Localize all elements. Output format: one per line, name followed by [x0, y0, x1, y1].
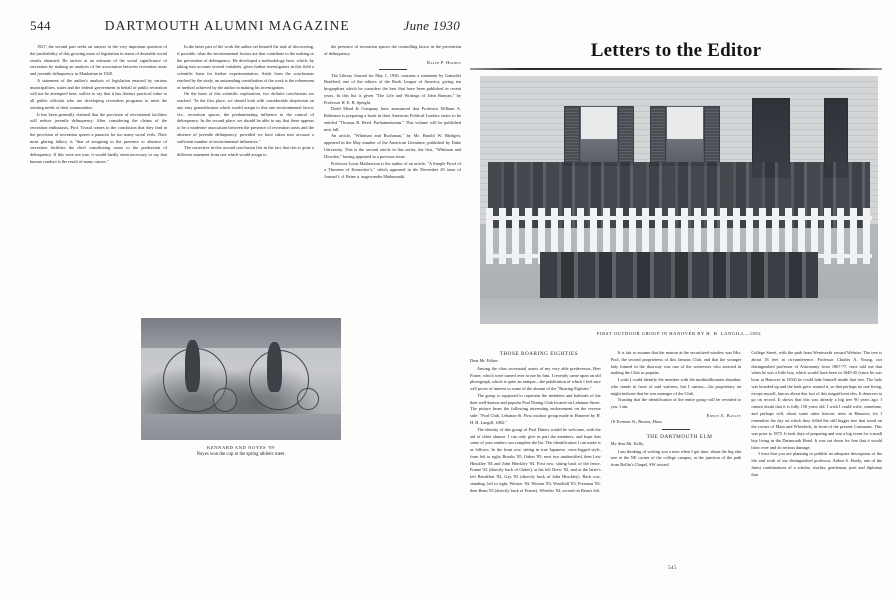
- letters-heading: Letters to the Editor: [590, 40, 762, 61]
- photo-window: [666, 106, 704, 166]
- penny-farthing-small-wheel: [297, 388, 319, 410]
- letter-title: THOSE ROARING EIGHTIES: [499, 351, 579, 357]
- paragraph: A statement of the author's analysis of legislation enacted by various municipalities, states and the federal government in behalf of public recreation will not be attempted here; suffice to say that it has distinct practical value to all public officials who are developing recreation programs to meet the existing needs of their communities.: [30, 77, 167, 110]
- paragraph: The identity of this group of Pool Diners would be welcome, with the aid of other alumni. I can only give in part the members, and hope that some of your readers can complete the list. The identification I can make is as follows: In the front row, sitting in true Japanese, cross-legged style, from left to right; Brooks '85, Oakes '85; next two unidentified, then Lew Hinckley '84 and John Hinckley '84. First row: sitting back of the fence, Frame '82 (directly back of Oakes), at his left Drew '82, and at the latter's left Bendelari '82, Gay '83 (directly back of John Hinckley). Back row, standing, left to right, Weston '84, Weston '83, Woodfall '83, Freeman '83, then Bean '83 (directly back of Frame), Wheeler '84, second on Bean's left.: [470, 426, 601, 493]
- paragraph: I am thinking of writing you a note when I get time, about the big elm tree at the NE corner of the college campus, at the junction of the path from Rollin's Chapel, SW toward: [610, 448, 742, 468]
- letter-title: THE DARTMOUTH ELM: [646, 433, 713, 440]
- paragraph: On the basis of this scientific exploration, two definite conclusions are reached. "In the first place, we should look with considerable skepticism on any easy generalization which would assign to this one environmental factor, viz., recreation spaces, the predominating influence in the control of delinquency. In the second place, we should be able to say that there appears to be a moderate association between the presence of recreation areas and the absence of juvenile delinquency, provided we have taken into account a sufficient number of environmental influences.": [177, 91, 314, 144]
- paragraph: In the latter part of the work the author set himself the task of discovering, if possible, what the environmental factors are that contribute to the making or the prevention of delinquency. He developed a methodology here, which, by taking into account several variables, gives further investigators in this field a scientific basis for further experimentation. Aside from the conclusions reached by the study, an outstanding contribution of the work is the refinement of method achieved by the author in making his investigation.: [177, 44, 314, 90]
- bicycle-photo-caption: [101, 444, 381, 459]
- paragraph: The corrective in this second conclusion lies in the fact that this is quite a different statement from one which would assign to: [177, 145, 314, 158]
- section-divider-rule: [379, 69, 407, 70]
- running-head: [30, 18, 460, 38]
- section-divider-rule: [662, 429, 690, 430]
- letter-salutation: Dear Mr. Editor:: [470, 358, 499, 364]
- photo-ground: [141, 414, 341, 440]
- article-columns: [30, 44, 462, 181]
- article-column-3: [324, 44, 461, 181]
- group-photo-caption: [480, 330, 878, 337]
- photo-figure: [185, 340, 200, 392]
- bicycle-photograph: [141, 318, 341, 440]
- caption-title: FIRST OUTDOOR GROUP IN HANOVER BY H. H. LANGILL—1882: [596, 331, 762, 336]
- issue-date: June 1930: [403, 18, 460, 33]
- caption-title: KENNARD AND NOYES '89: [207, 445, 275, 450]
- photo-window-shutter: [704, 106, 720, 166]
- paragraph: The group is supposed to represent the members and habitués of the then well-known and popular Pool Dining Club located on Lebanon Street. The picture bears the following interesting endorsement on the reverse side: "Pool Club, Lebanon St. First outdoor group made in Hanover by H. H. H. Langill, 1882.": [470, 392, 601, 425]
- photo-window-shutter: [650, 106, 666, 166]
- letter-salutation: My dear Mr. Kelly:: [610, 440, 645, 446]
- letters-column-1: [470, 350, 601, 494]
- paragraph: It is fair to assume that the matron at the securitized window was Mrs. Pool, the second proprietress of this famous Club, and that the younger lady framed in the doorway was one of the waitresses who assisted in making the Club so popular.: [610, 350, 742, 376]
- group-photograph: [480, 76, 878, 324]
- letters-column-3: [751, 350, 882, 494]
- magazine-title: DARTMOUTH ALUMNI MAGAZINE: [104, 18, 350, 33]
- letter-address: 18 Tremont St., Boston, Mass.: [610, 418, 663, 424]
- photo-figure: [267, 342, 282, 392]
- photo-window: [580, 106, 618, 166]
- photo-window-shutter: [618, 106, 634, 166]
- photo-seated-group: [540, 252, 818, 304]
- book-notice: The Library Journal for May 1, 1930, contains a statement by Gamaliel Bradford, one of the editors of the Book League of America, giving ten biographies which he considers the best that have been published in recent years. In this list is given "The Life and Writings of John Bunyan," by Professor H. E. B. Speight.: [324, 72, 461, 105]
- letters-columns: [470, 350, 882, 494]
- book-notice: Professor Louis Mathewson is the author of an article, "A Simple Proof of a Theorem of Kronecker's," which appeared in the December 29 issue of Journal f. d. Reine u. angewandte Mathematik.: [324, 160, 461, 180]
- book-notice: An article, "Whitman and Buchanan," by Mr. Harold W. Blodgett, appeared in the May number of the American Literature, published by Duke University. This is the second article in this series, the first, "Whitman and Dowden," having appeared in a previous issue.: [324, 133, 461, 159]
- paragraph: College Street, with the path from Wentworth toward Webster. The tree is about 18 feet in circumference. Professor Charles A. Young, our distinguished professor of Astronomy from 1867-77, once told me that when he was a little boy, which would have been in 1840-45 (since he was born at Hanover in 1834) he could hide himself inside that tree. The hole was boarded up and the bark grew around it, so that perhaps no one living, except myself, knows about this fact of this magnificent elm. It deserves to go on record. It shows that this was already a big tree 90 years ago. I cannot doubt that it is fully 150 years old. I wish I could write, sometime, and perhaps will, about some other historic trees in Hanover, for I remember the day on which they felled the still bigger tree that stood on the corner of Main and Wheelock, in front of the present Commons. This was prior to 1875. It took days of preparing and was a big event for a small boy living in the Dartmouth Hotel. It was cut down for fear that it would blow over and do serious damage.: [751, 350, 883, 450]
- caption-subtitle: Noyes won the cup in the spring athletic meet.: [196, 452, 286, 458]
- letters-column-2: [611, 350, 742, 494]
- article-signature: Ralph P. Holben: [427, 59, 461, 65]
- photo-ground: [480, 298, 878, 324]
- book-notice: Dodd Mead & Company have announced that Professor William A. Robinson is preparing a book in their American Political Leaders series to be entitled "Thomas B. Reed: Parliamentarian." This volume will be published next fall.: [324, 106, 461, 132]
- heading-rule: [470, 68, 882, 70]
- penny-farthing-small-wheel: [213, 388, 237, 412]
- photo-window-shutter: [564, 106, 580, 166]
- paragraph: the presence of recreation spaces the controlling factor in the prevention of delinquency.: [324, 44, 461, 56]
- photo-background-hedge: [141, 318, 341, 348]
- letters-section-header: [470, 40, 882, 70]
- article-column-1: [30, 44, 167, 181]
- column-gutter-rule: [466, 22, 467, 582]
- paragraph: Trusting that the identification of the entire group will be revealed to you, I am,: [610, 397, 742, 410]
- left-article: [30, 44, 462, 181]
- letter-signature: Edwin A. Bayley: [706, 412, 742, 418]
- photo-fence-rail: [486, 216, 872, 220]
- paragraph: I trust that you are planning to publish an adequate description of the life and work of our distinguished professor, Arthur S. Hardy, one of the finest combinations of a scholar, teacher, gentleman, poet and diplomat that: [751, 451, 883, 477]
- paragraph: 1927; the second part seeks an answer to the very important question of the justifiability of this growing mass of legislation in terms of desirable social results obtained. He arrives at an estimate of the social significance of recreation by making an analysis of the association between recreation areas and juvenile delinquency in Manhattan in 1920.: [30, 44, 167, 77]
- paragraph: I wish I could identify the member with the multimillionaire abandon, who stands in front of said waitress, but I cannot,—his proprietary air might indicate that he was manager of the Club.: [610, 377, 742, 396]
- page-folio-left: 544: [30, 18, 51, 33]
- paragraph: Among the class secretarial assets of my very able predecessor, Bert Foster, which were turned over to me by him, I recently came upon an old photograph, which is quite an antique—the publication of which I feel sure will prove of interest to some of the alumni of the "Roaring Eighties.": [470, 365, 601, 392]
- paragraph: It has been generally claimed that the provision of recreational facilities will reduce juvenile delinquency. After considering the claims of the recreation enthusiasts, Prof. Truxal comes to the conclusion that they find in the provision of recreation spaces a panacea for too many social evils. Their most glaring fallacy is "that of assigning to the presence or absence of recreation facilities the chief contributing cause to the production of delinquency. If this were not true, it would hardly seem necessary to say that human conduct is the result of many causes.": [30, 111, 167, 165]
- page-folio-bottom: 545: [668, 566, 677, 571]
- article-column-2: [177, 44, 314, 181]
